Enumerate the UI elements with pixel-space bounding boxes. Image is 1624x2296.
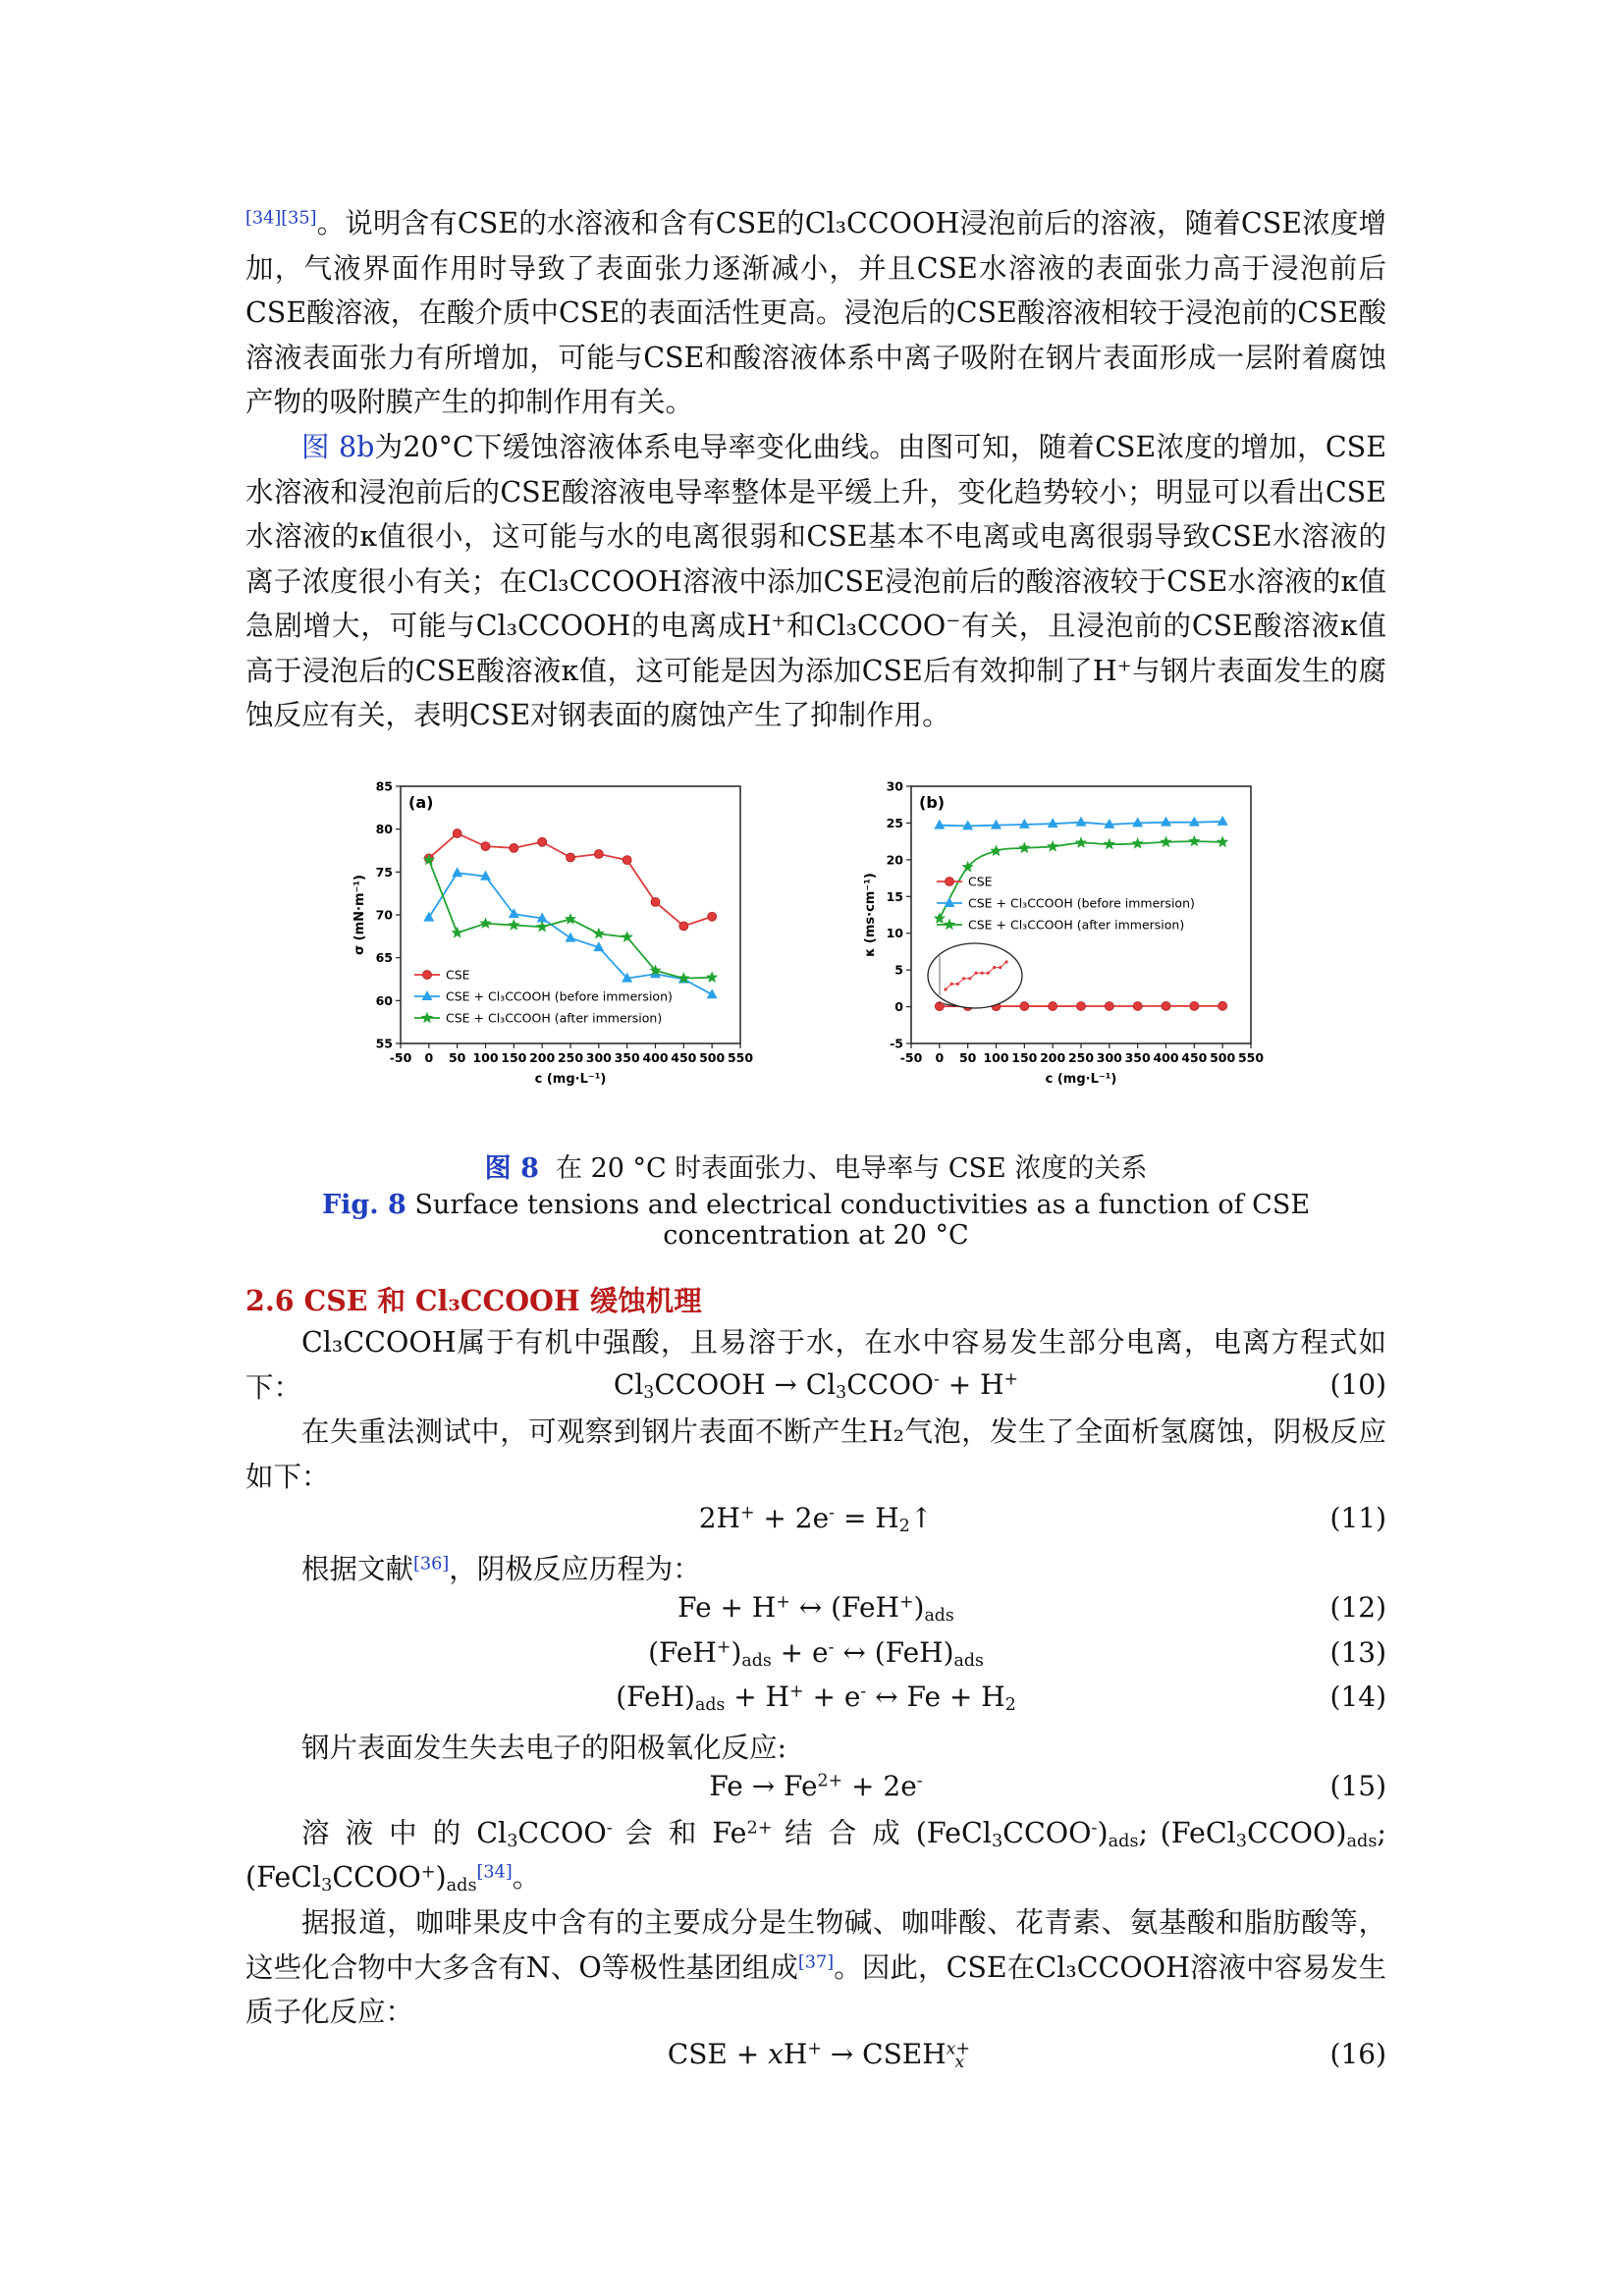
inset-zoom xyxy=(928,943,1022,1008)
y-tick-label: 5 xyxy=(894,962,903,978)
inset-point xyxy=(956,983,959,986)
citation-34-35[interactable]: [34][35] xyxy=(245,208,317,229)
equation-12: Fe + H+ ↔ $(FeH^+)_{ads}$ (12) xyxy=(677,1591,1386,1626)
legend-entry: CSE xyxy=(446,967,470,983)
x-tick-label: 0 xyxy=(424,1050,434,1065)
x-tick-label: 250 xyxy=(557,1050,584,1065)
paragraph-3: Cl₃CCOOH属于有机中强酸，且易溶于水，在水中容易发生部分电离，电离方程式如下： xyxy=(245,1326,1386,1404)
y-tick-label: 60 xyxy=(375,992,393,1008)
legend-entry: CSE + Cl₃CCOOH (before immersion) xyxy=(446,988,673,1004)
panel-label: (a) xyxy=(408,793,434,812)
paragraph-8: 据报道，咖啡果皮中含有的主要成分是生物碱、咖啡酸、花青素、氨基酸和脂肪酸等，这些化合物中大多含有N、O等极性基团组成[37]。因此，CSE在Cl₃CCOOH溶液中容易发生质子化反应： xyxy=(245,1906,1386,2028)
data-point xyxy=(1049,1002,1057,1011)
x-tick-label: 200 xyxy=(529,1050,556,1065)
x-tick-label: 350 xyxy=(614,1050,640,1065)
x-tick-label: 450 xyxy=(1181,1050,1208,1065)
inset-point xyxy=(1004,960,1007,963)
x-tick-label: 350 xyxy=(1124,1050,1151,1065)
equation-13-number: (13) xyxy=(1329,1636,1386,1669)
paragraph-1 xyxy=(245,201,1386,425)
equation-13: $(FeH^+)_{ads} + e^-$ ↔ $(FeH)_{ads}$ (13) xyxy=(648,1636,1386,1671)
inset-circle xyxy=(928,943,1022,1008)
inset-point xyxy=(968,977,971,980)
panel-label: (b) xyxy=(919,793,946,812)
x-tick-label: 400 xyxy=(642,1050,669,1065)
y-axis-label: σ (mN·m⁻¹) xyxy=(352,875,367,955)
paragraph-1-text: 。说明含有CSE的水溶液和含有CSE的Cl₃CCOOH浸泡前后的溶液，随着CSE浓度增加，气液界面作用时导致了表面张力逐渐减小，并且CSE水溶液的表面张力高于浸泡前后CSE酸溶液，在酸介质中CSE的表面活性更高。浸泡后的CSE酸溶液相较于浸泡前的CSE酸溶液表面张力有所增加，可能与CSE和酸溶液体系中离子吸附在钢片表面形成一层附着腐蚀产物的吸附膜产生的抑制作用有关。 xyxy=(245,207,1386,418)
x-tick-label: -50 xyxy=(389,1050,412,1065)
section-number: 2.6 xyxy=(245,1284,295,1317)
data-point xyxy=(651,897,660,906)
data-point xyxy=(453,829,461,838)
citation-36[interactable]: [36] xyxy=(413,1554,450,1575)
data-point xyxy=(1162,1001,1170,1010)
paragraph-7-cont: $(FeCl_3CCOO^+)_{ads}[34]$。 xyxy=(245,1861,541,1896)
x-tick-label: 100 xyxy=(983,1050,1009,1065)
inset-point xyxy=(974,972,977,975)
legend-entry: CSE + Cl₃CCOOH (after immersion) xyxy=(968,917,1185,933)
x-tick-label: 400 xyxy=(1153,1050,1179,1065)
x-tick-label: 250 xyxy=(1067,1050,1095,1065)
x-tick-label: -50 xyxy=(899,1050,923,1065)
legend-entry: CSE + Cl₃CCOOH (after immersion) xyxy=(446,1010,663,1026)
paragraph-2 xyxy=(245,425,1386,738)
legend-entry: CSE xyxy=(968,874,993,889)
inset-point xyxy=(993,966,996,969)
x-tick-label: 550 xyxy=(1237,1050,1265,1065)
data-point xyxy=(1105,1001,1113,1010)
paragraph-2-text: 为20°C下缓蚀溶液体系电导率变化曲线。由图可知，随着CSE浓度的增加，CSE水溶液和浸泡前后的CSE酸溶液电导率整体是平缓上升，变化趋势较小；明显可以看出CSE水溶液的κ值很小，这可能与水的电离很弱和CSE基本不电离或电离很弱导致CSE水溶液的离子浓度很小有关；在Cl₃CCOOH溶液中添加CSE浸泡前后的酸溶液较于CSE水溶液的κ值急剧增大，可能与Cl₃CCOOH的电离成H⁺和Cl₃CCOO⁻有关，且浸泡前的CSE酸溶液κ值高于浸泡后的CSE酸溶液κ值，这可能是因为添加CSE后有效抑制了H⁺与钢片表面发生的腐蚀反应有关，表明CSE对钢表面的腐蚀产生了抑制作用。 xyxy=(245,431,1386,731)
x-axis-label: c (mg·L⁻¹) xyxy=(534,1072,607,1087)
x-tick-label: 50 xyxy=(958,1050,977,1065)
y-tick-label: 20 xyxy=(886,852,903,868)
section-title: CSE 和 Cl₃CCOOH 缓蚀机理 xyxy=(303,1284,702,1317)
paragraph-6: 钢片表面发生失去电子的阳极氧化反应: xyxy=(301,1732,787,1764)
y-tick-label: 15 xyxy=(886,888,903,904)
data-point xyxy=(623,856,631,865)
y-axis-label: κ (ms·cm⁻¹) xyxy=(863,873,878,957)
equation-15: $Fe \to Fe^{2+} + 2e^-$ (15) xyxy=(709,1770,1386,1802)
data-point xyxy=(538,837,547,846)
data-point xyxy=(1133,1001,1142,1010)
paragraph-5: 根据文献[36]，阴极反应历程为： xyxy=(301,1553,701,1585)
equation-11-number: (11) xyxy=(1329,1502,1386,1534)
data-point xyxy=(510,843,518,852)
y-tick-label: 25 xyxy=(886,815,903,830)
y-tick-label: 30 xyxy=(886,778,903,794)
paragraph-4: 在失重法测试中，可观察到钢片表面不断产生H₂气泡，发生了全面析氢腐蚀，阴极反应如下： xyxy=(245,1415,1386,1493)
equation-12-number: (12) xyxy=(1329,1591,1386,1624)
inset-point xyxy=(981,972,984,975)
inset-point xyxy=(962,977,965,980)
equation-15-number: (15) xyxy=(1329,1770,1386,1802)
figure-8b-link[interactable]: 图 8b xyxy=(301,431,375,463)
x-tick-label: 300 xyxy=(1096,1050,1122,1065)
figure-caption-en-label: Fig. 8 xyxy=(321,1190,406,1220)
y-tick-label: 65 xyxy=(375,950,393,966)
y-tick-label: 55 xyxy=(375,1036,393,1051)
chart-panel-b xyxy=(863,779,1264,1088)
x-tick-label: 150 xyxy=(501,1050,527,1065)
figure-8 xyxy=(0,771,1624,1104)
x-tick-label: 150 xyxy=(1011,1050,1038,1065)
y-tick-label: -5 xyxy=(890,1036,903,1051)
data-point xyxy=(1190,1001,1199,1010)
data-point xyxy=(567,853,575,862)
data-point xyxy=(423,971,432,980)
inset-point xyxy=(987,972,990,975)
chart-panel-a xyxy=(352,779,753,1088)
x-tick-label: 50 xyxy=(448,1050,466,1065)
y-tick-label: 70 xyxy=(375,907,393,923)
equation-10-number: (10) xyxy=(1329,1368,1386,1401)
x-axis-label: c (mg·L⁻¹) xyxy=(1045,1072,1117,1087)
equation-16: CSE + $xH^+ \to CSEH^{x+}_x$ (16) xyxy=(667,2038,1386,2072)
figure-caption-cn-label: 图 8 xyxy=(484,1153,539,1184)
data-point xyxy=(708,912,717,921)
x-tick-label: 550 xyxy=(727,1050,754,1065)
figure-caption-cn-text: 在 20 °C 时表面张力、电导率与 CSE 浓度的关系 xyxy=(556,1153,1148,1184)
y-tick-label: 10 xyxy=(886,926,903,941)
figure-caption-cn xyxy=(245,1147,1386,1185)
figure-caption-en-text: Surface tensions and electrical conductivities as a function of CSE concentration at 20 °C xyxy=(414,1190,1311,1251)
x-tick-label: 0 xyxy=(935,1050,945,1065)
x-tick-label: 450 xyxy=(671,1050,697,1065)
data-point xyxy=(946,878,954,886)
data-point xyxy=(594,849,603,858)
x-tick-label: 200 xyxy=(1040,1050,1066,1065)
data-point xyxy=(1218,1001,1227,1010)
inset-point xyxy=(944,988,947,990)
equation-11: $2H^+ + 2e^- = H_2↑$ (11) xyxy=(698,1502,1386,1536)
inset-point xyxy=(950,983,953,986)
citation-34[interactable]: [34] xyxy=(476,1862,513,1883)
data-point xyxy=(1077,1001,1086,1010)
y-tick-label: 75 xyxy=(375,864,393,880)
legend-entry: CSE + Cl₃CCOOH (before immersion) xyxy=(968,895,1195,911)
data-point xyxy=(679,922,688,931)
section-heading xyxy=(245,1279,702,1319)
equation-16-number: (16) xyxy=(1329,2038,1386,2070)
figure-caption-en xyxy=(245,1190,1386,1251)
x-tick-label: 500 xyxy=(699,1050,726,1065)
data-point xyxy=(481,842,490,851)
data-point xyxy=(1020,1002,1029,1011)
x-tick-label: 100 xyxy=(472,1050,499,1065)
paragraph-7: 溶 液 中 的 $Cl_3CCOO^-$ 会 和 $Fe^{2+}$ 结 合 成 $(FeCl_3CCOO^-)_{ads}$; $(FeCl_3CCOO)_{ads}$; xyxy=(301,1817,1386,1851)
equation-10: $Cl_3CCOOH$ → $Cl_3CCOO^- + H^+$ (10) xyxy=(613,1368,1386,1403)
x-tick-label: 300 xyxy=(585,1050,612,1065)
equation-14-number: (14) xyxy=(1329,1681,1386,1713)
citation-37[interactable]: [37] xyxy=(797,1951,835,1972)
inset-point xyxy=(999,966,1001,969)
y-tick-label: 85 xyxy=(375,778,393,794)
y-tick-label: 0 xyxy=(894,999,903,1015)
equation-14: $(FeH)_{ads} + H^+ + e^-$ ↔ $Fe + H_2$ (14) xyxy=(616,1681,1386,1715)
x-tick-label: 500 xyxy=(1210,1050,1236,1065)
y-tick-label: 80 xyxy=(375,822,393,837)
